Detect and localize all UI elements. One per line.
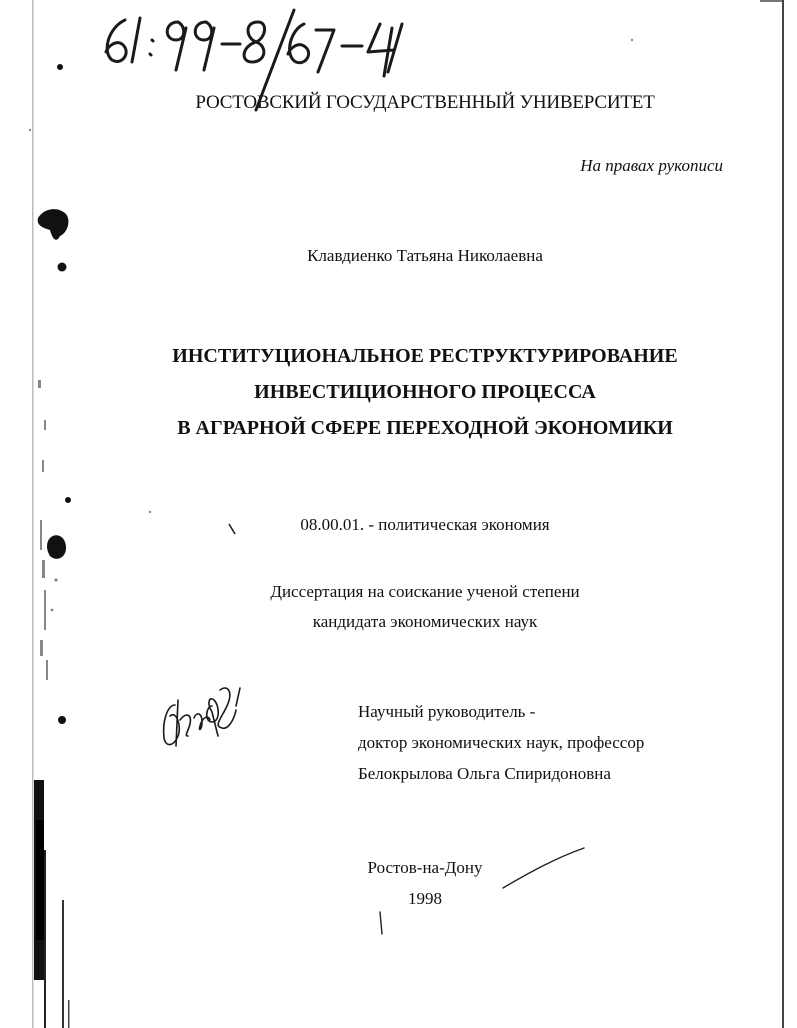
advisor-line: Научный руководитель - [358, 702, 536, 721]
advisor-line: доктор экономических наук, профессор [358, 733, 645, 752]
degree-line: Диссертация на соискание ученой степени [270, 582, 580, 601]
pen-stroke [503, 848, 584, 888]
title-line: В АГРАРНОЙ СФЕРЕ ПЕРЕХОДНОЙ ЭКОНОМИКИ [177, 417, 673, 439]
right-edge-top [760, 0, 782, 2]
rights-note: На правах рукописи [580, 156, 723, 175]
author-name: Клавдиенко Татьяна Николаевна [307, 246, 543, 265]
binding-shadow [32, 0, 70, 1028]
title-line: ИНВЕСТИЦИОННОГО ПРОЦЕССА [254, 381, 596, 403]
degree-statement [0, 577, 797, 637]
title-line: ИНСТИТУЦИОНАЛЬНОЕ РЕСТРУКТУРИРОВАНИЕ [172, 345, 678, 367]
year: 1998 [408, 889, 442, 908]
dissertation-title [0, 338, 797, 446]
handwritten-signature [164, 688, 240, 746]
scientific-advisor [358, 696, 644, 789]
pen-stroke [380, 912, 382, 934]
university-name: РОСТОВСКИЙ ГОСУДАРСТВЕННЫЙ УНИВЕРСИТЕТ [195, 92, 655, 113]
punch-dot [58, 716, 66, 724]
binding-blob [38, 209, 69, 240]
punch-dot [57, 64, 63, 70]
city: Ростов-на-Дону [367, 858, 483, 877]
right-edge [782, 0, 784, 1028]
specialty-code: 08.00.01. - политическая экономия [300, 515, 550, 534]
advisor-line: Белокрылова Ольга Спиридоновна [358, 764, 611, 783]
place-and-year [365, 852, 485, 914]
punch-dot [65, 497, 71, 503]
binding-blob [47, 535, 66, 559]
degree-line: кандидата экономических наук [312, 612, 538, 631]
